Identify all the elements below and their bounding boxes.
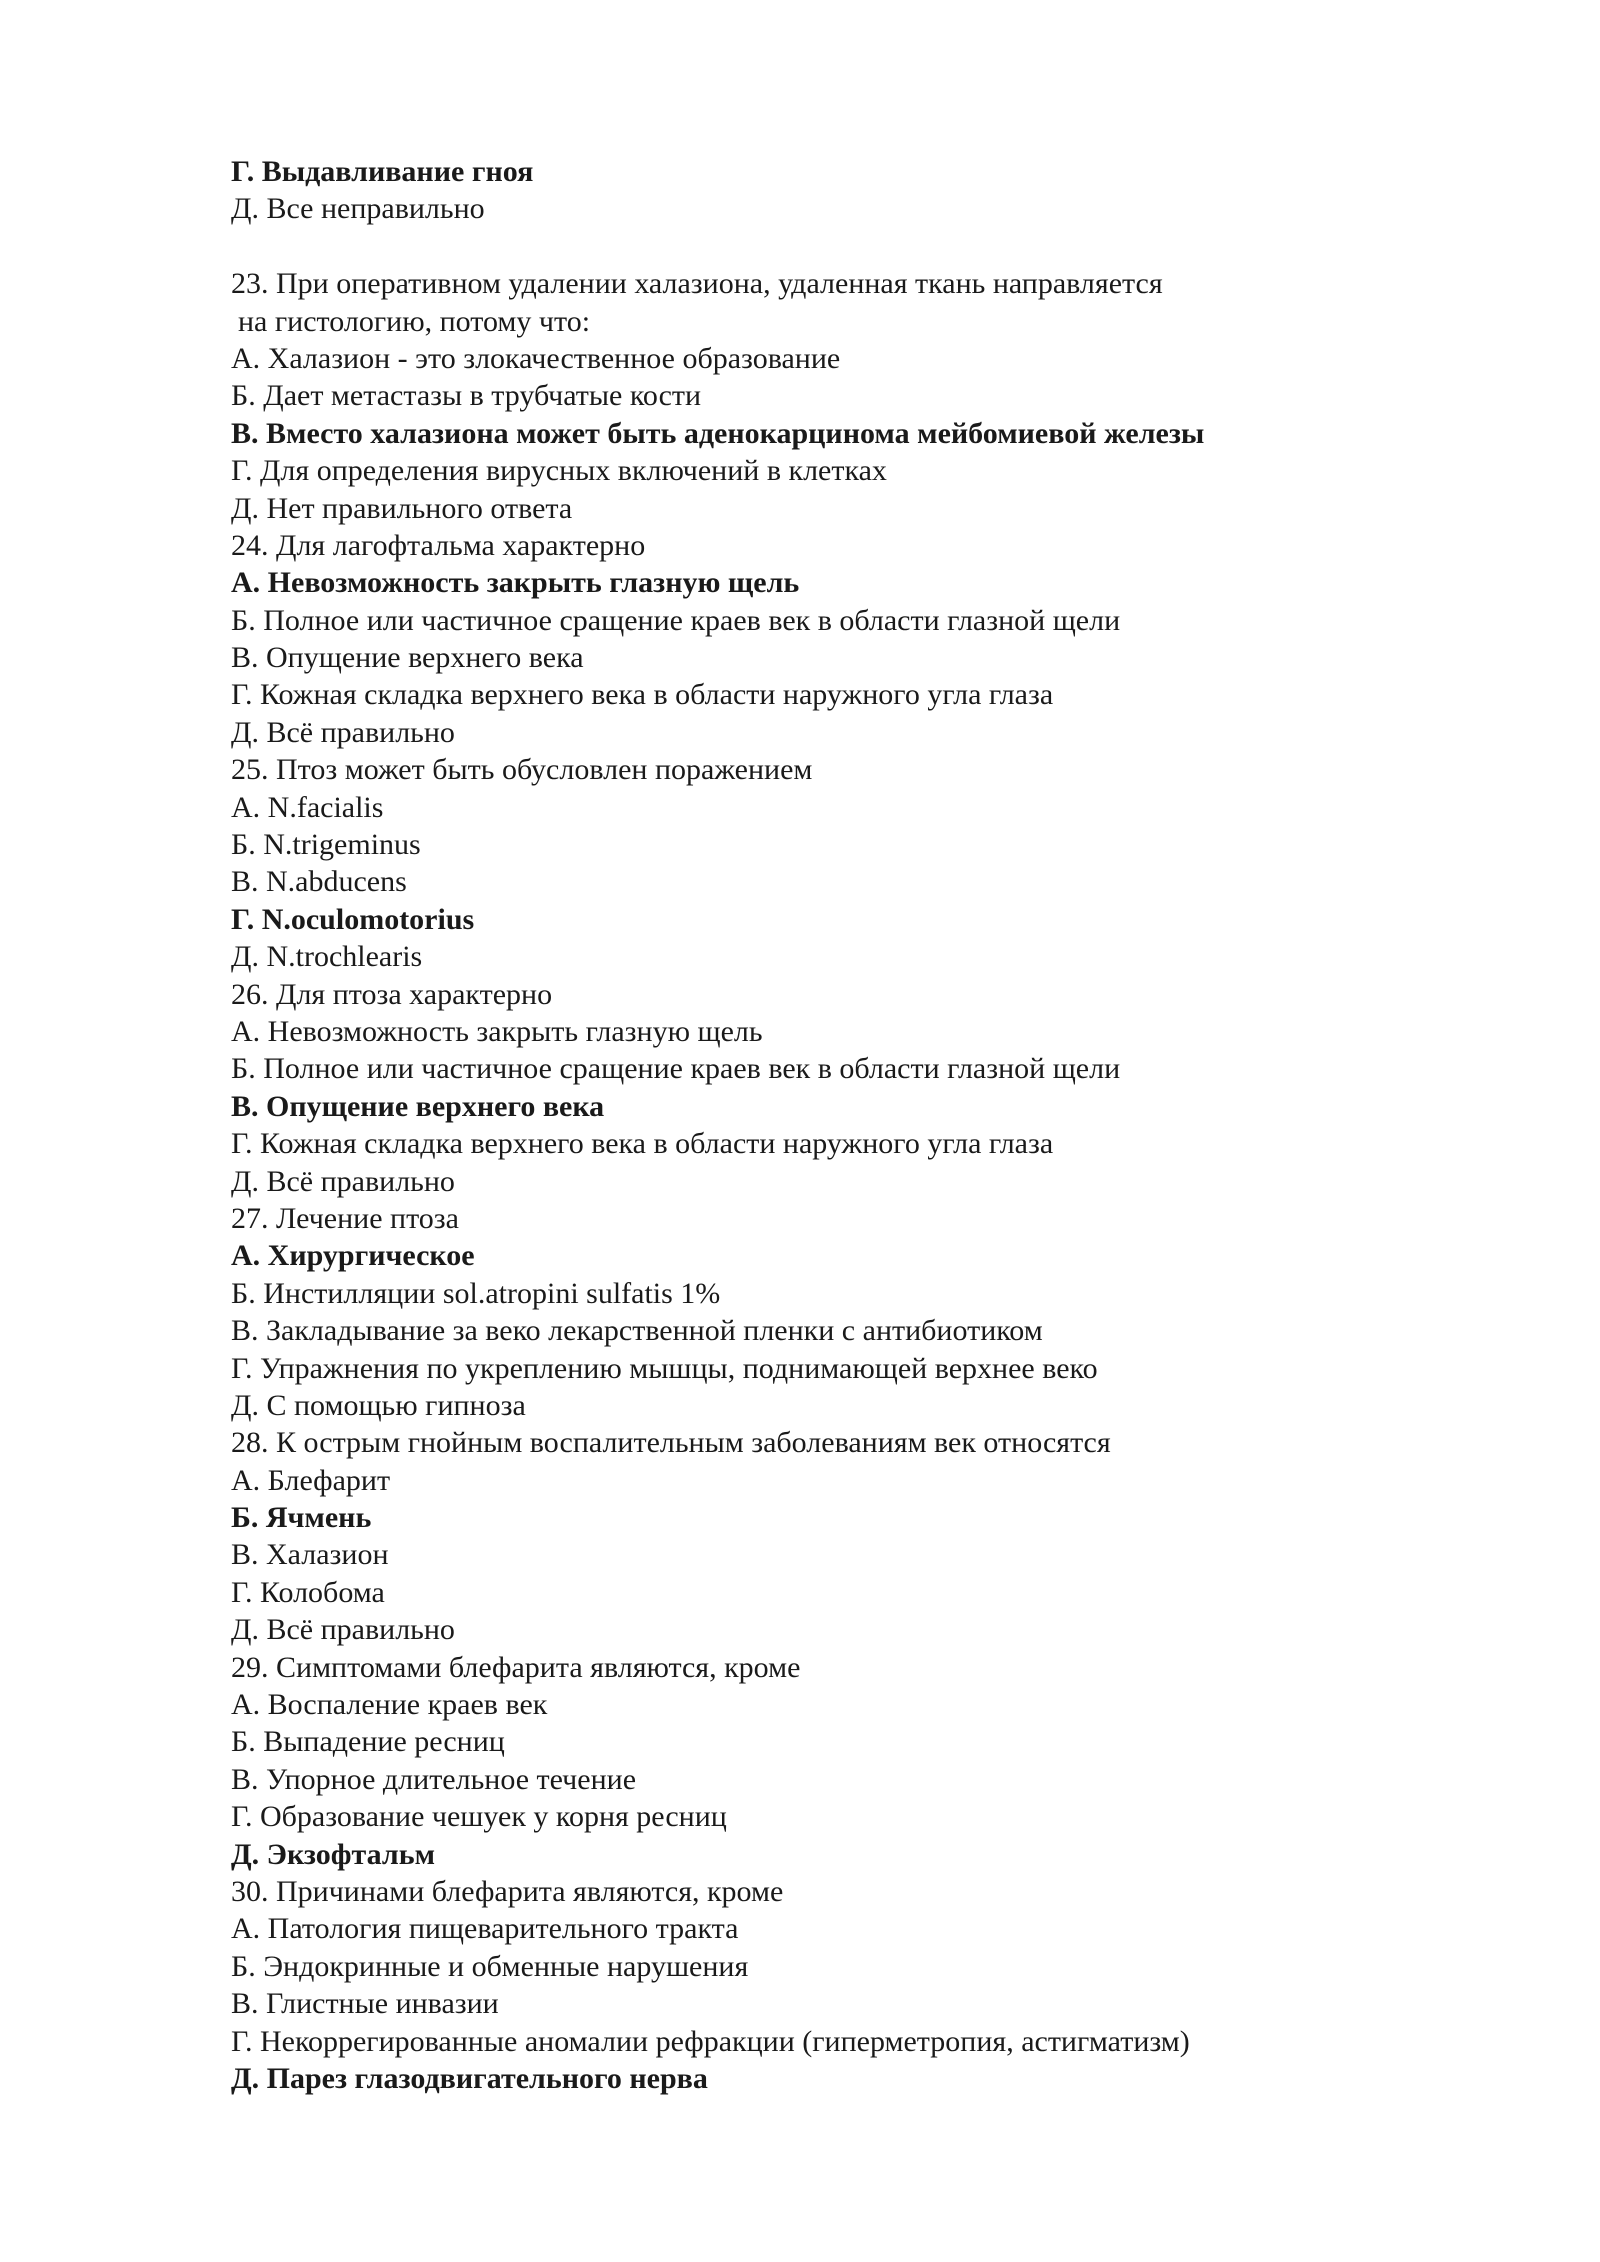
text-line: 27. Лечение птоза [231, 1201, 459, 1235]
document-text [231, 153, 1431, 2097]
answer-line-correct: А. Хирургическое [231, 1239, 475, 1273]
text-line: 25. Птоз может быть обусловлен поражением [231, 753, 813, 787]
text-line: Б. Инстилляции sol.atropini sulfatis 1% [231, 1276, 721, 1310]
answer-line-correct: Б. Ячмень [231, 1501, 372, 1535]
text-line: Б. Полное или частичное сращение краев век в области глазной щели [231, 603, 1121, 637]
text-line: Г. Некоррегированные аномалии рефракции (гиперметропия, астигматизм) [231, 2024, 1190, 2058]
text-line: Д. Все неправильно [231, 192, 485, 226]
text-line: В. N.abducens [231, 865, 407, 899]
text-line: 24. Для лагофтальма характерно [231, 528, 646, 562]
text-line: на гистологию, потому что: [238, 304, 591, 338]
text-line: 28. К острым гнойным воспалительным заболеваниям век относятся [231, 1426, 1111, 1460]
text-line: Б. Выпадение ресниц [231, 1725, 505, 1759]
answer-line-correct: Д. Парез глазодвигательного нерва [231, 2061, 708, 2095]
text-line: Г. Колобома [231, 1575, 385, 1609]
text-line: Б. Эндокринные и обменные нарушения [231, 1949, 749, 1983]
text-line: 29. Симптомами блефарита являются, кроме [231, 1650, 801, 1684]
text-line: 26. Для птоза характерно [231, 977, 553, 1011]
text-line: А. Халазион - это злокачественное образование [231, 341, 841, 375]
text-line: А. Патология пищеварительного тракта [231, 1912, 739, 1946]
blank-line [231, 228, 1431, 265]
text-line: В. Закладывание за веко лекарственной пленки с антибиотиком [231, 1314, 1043, 1348]
text-line: В. Опущение верхнего века [231, 641, 584, 675]
text-line: Г. Образование чешуек у корня ресниц [231, 1800, 727, 1834]
text-line: Г. Упражнения по укреплению мышцы, поднимающей верхнее веко [231, 1351, 1098, 1385]
text-line: В. Халазион [231, 1538, 389, 1572]
text-line: Д. Всё правильно [231, 1164, 455, 1198]
text-line: Б. N.trigeminus [231, 828, 421, 862]
text-line: А. Воспаление краев век [231, 1688, 548, 1722]
answer-line-correct: А. Невозможность закрыть глазную щель [231, 566, 800, 600]
text-line: А. N.facialis [231, 790, 384, 824]
text-line: Д. С помощью гипноза [231, 1388, 526, 1422]
text-line: Д. Нет правильного ответа [231, 491, 573, 525]
text-line: Б. Дает метастазы в трубчатые кости [231, 379, 702, 413]
text-line: Г. Для определения вирусных включений в клетках [231, 454, 887, 488]
text-line: Б. Полное или частичное сращение краев век в области глазной щели [231, 1052, 1121, 1086]
text-line: 23. При оперативном удалении халазиона, удаленная ткань направляется [231, 267, 1163, 301]
text-line: А. Блефарит [231, 1463, 391, 1497]
answer-line-correct: Д. Экзофтальм [231, 1837, 436, 1871]
text-line: Д. N.trochlearis [231, 940, 423, 974]
text-line: Г. Кожная складка верхнего века в области наружного угла глаза [231, 678, 1054, 712]
answer-line-correct: В. Вместо халазиона может быть аденокарцинома мейбомиевой железы [231, 416, 1205, 450]
answer-line-correct: Г. N.oculomotorius [231, 902, 475, 936]
text-line: Д. Всё правильно [231, 1613, 455, 1647]
answer-line-correct: В. Опущение верхнего века [231, 1089, 605, 1123]
text-line: Г. Кожная складка верхнего века в области наружного угла глаза [231, 1127, 1054, 1161]
text-line: А. Невозможность закрыть глазную щель [231, 1014, 763, 1048]
answer-line-correct: Г. Выдавливание гноя [231, 155, 534, 188]
text-line: В. Глистные инвазии [231, 1987, 499, 2021]
text-line: В. Упорное длительное течение [231, 1762, 637, 1796]
text-line: 30. Причинами блефарита являются, кроме [231, 1874, 784, 1908]
text-line: Д. Всё правильно [231, 715, 455, 749]
